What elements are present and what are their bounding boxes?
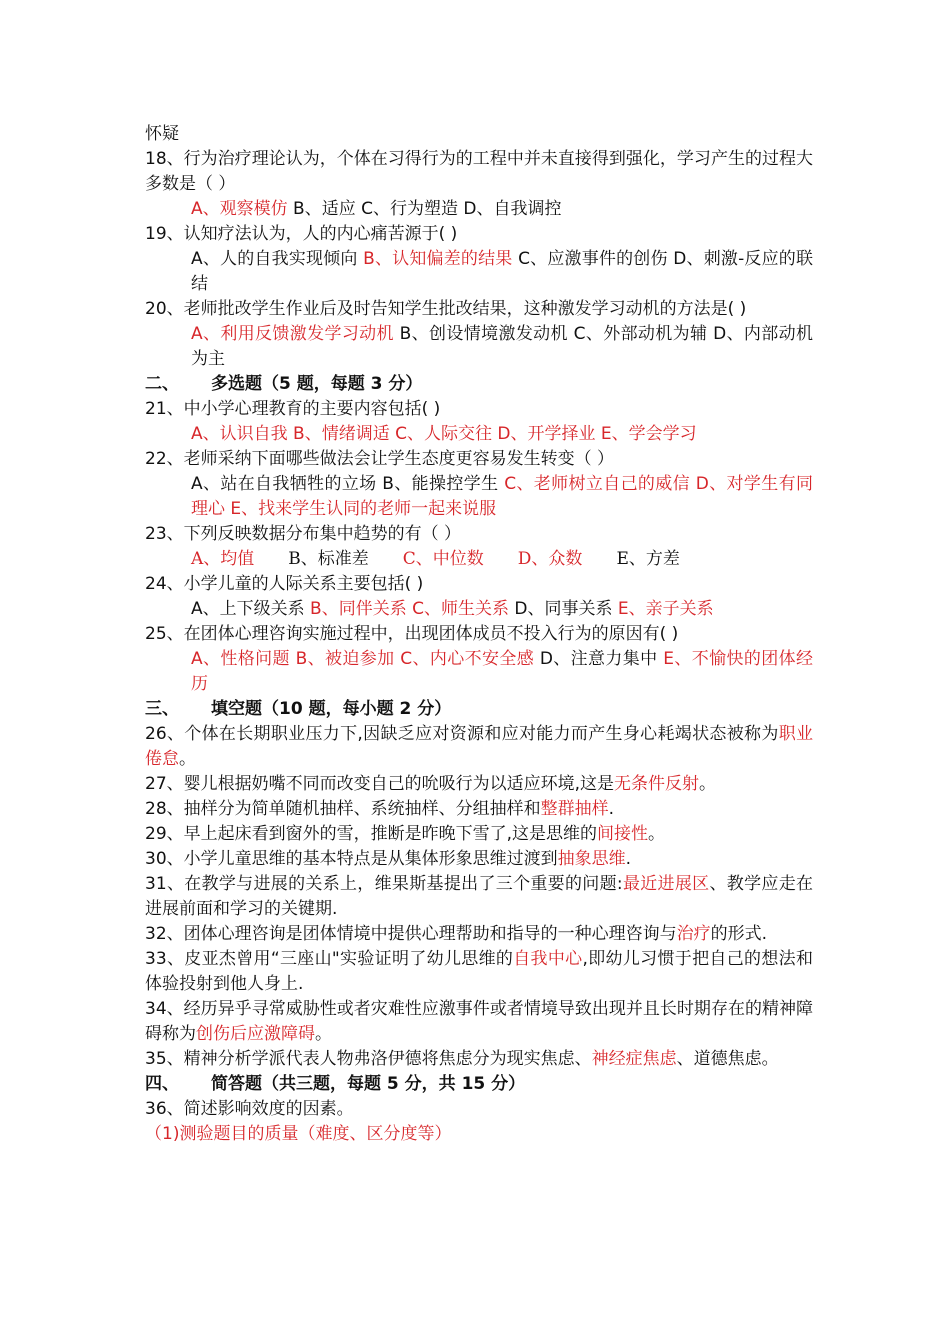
q33-text: 33、皮亚杰曾用“三座山"实验证明了幼儿思维的 (145, 949, 514, 969)
question-36-stem: 36、简述影响效度的因素。 (145, 1099, 354, 1119)
question-26 (145, 722, 813, 772)
q26-answer: 职业倦怠 (145, 724, 814, 769)
q30-text: 30、小学儿童思维的基本特点是从集体形象思维过渡到 (145, 849, 558, 869)
q23-answer-d: D、众数 (517, 549, 583, 569)
question-27 (145, 772, 813, 797)
q26-end: 。 (179, 749, 196, 769)
q27-end: 。 (699, 774, 717, 794)
q25-answer-e: E、不愉快的团体经历 (191, 649, 813, 694)
q27-answer: 无条件反射 (614, 774, 700, 794)
question-34 (145, 997, 813, 1047)
q29-text: 29、早上起床看到窗外的雪，推断是昨晚下雪了,这是思维的 (145, 824, 598, 844)
q18-answer-a: A、观察模仿 (191, 199, 288, 219)
question-19-options (145, 247, 813, 297)
q33-answer: 自我中心 (513, 949, 583, 969)
question-31 (145, 872, 813, 922)
question-35 (145, 1047, 813, 1072)
question-23-options (145, 547, 813, 572)
q34-text: 34、经历异乎寻常威胁性或者灾难性应激事件或者情境导致出现并且长时期存在的精神障碍称为 (145, 999, 813, 1044)
section-2-heading (145, 372, 813, 397)
q24-option-d: D、同事关系 (508, 599, 618, 619)
section-3-number: 三、 (145, 699, 179, 719)
document-page (145, 122, 813, 1147)
section-3-title: 填空题（10 题，每小题 2 分） (211, 699, 452, 719)
question-24-options (145, 597, 813, 622)
section-3-heading (145, 697, 813, 722)
q29-answer: 间接性 (597, 824, 649, 844)
q31-answer: 最近进展区 (622, 874, 710, 894)
q20-other-options: B、创设情境激发动机 C、外部动机为辅 D、内部动机为主 (191, 324, 813, 369)
q36-point-1: （1)测验题目的质量（难度、区分度等） (145, 1124, 452, 1144)
q35-end: 、道德焦虑。 (676, 1049, 779, 1069)
section-4-heading (145, 1072, 813, 1097)
question-19-stem: 19、认知疗法认为，人的内心痛苦源于( ) (145, 224, 458, 244)
q31-text: 31、在教学与进展的关系上，维果斯基提出了三个重要的问题: (145, 874, 623, 894)
q25-answers-abc: A、性格问题 B、被迫参加 C、内心不安全感 (191, 649, 535, 669)
q32-text: 32、团体心理咨询是团体情境中提供心理帮助和指导的一种心理咨询与 (145, 924, 677, 944)
q28-answer: 整群抽样 (540, 799, 609, 819)
q25-option-d: D、注意力集中 (534, 649, 664, 669)
question-33 (145, 947, 813, 997)
q18-other-options: B、适应 C、行为塑造 D、自我调控 (287, 199, 562, 219)
question-18-options (145, 197, 813, 222)
section-4-number: 四、 (145, 1074, 179, 1094)
question-25-stem: 25、在团体心理咨询实施过程中，出现团体成员不投入行为的原因有( ) (145, 624, 679, 644)
q23-option-e: E、方差 (616, 549, 680, 569)
question-28 (145, 797, 813, 822)
question-29 (145, 822, 813, 847)
q28-text: 28、抽样分为简单随机抽样、系统抽样、分组抽样和 (145, 799, 541, 819)
q24-answer-e: E、亲子关系 (617, 599, 714, 619)
question-18-stem: 18、行为治疗理论认为，个体在习得行为的工程中并未直接得到强化，学习产生的过程大多数是（ ） (145, 149, 813, 194)
q23-option-b: B、标准差 (288, 549, 369, 569)
q24-answers-bc: B、同伴关系 C、师生关系 (310, 599, 509, 619)
section-2-title: 多选题（5 题，每题 3 分） (211, 374, 423, 394)
question-23-stem: 23、下列反映数据分布集中趋势的有（ ） (145, 524, 462, 544)
q35-text: 35、精神分析学派代表人物弗洛伊德将焦虑分为现实焦虑、 (145, 1049, 592, 1069)
section-2-number: 二、 (145, 374, 179, 394)
q33-end: ,即幼儿习惯于把自己的想法和体验投射到他人身上. (145, 949, 813, 994)
question-20-options (145, 322, 813, 372)
q20-answer-a: A、利用反馈激发学习动机 (191, 324, 394, 344)
q27-text: 27、婴儿根据奶嘴不同而改变自己的吮吸行为以适应环境,这是 (145, 774, 615, 794)
q35-answer: 神经症焦虑 (591, 1049, 677, 1069)
q28-end: . (608, 799, 615, 819)
q23-answer-a: A、均值 (191, 549, 255, 569)
question-24-stem: 24、小学儿童的人际关系主要包括( ) (145, 574, 424, 594)
q21-answers: A、认识自我 B、情绪调适 C、人际交往 D、开学择业 E、学会学习 (191, 424, 697, 444)
question-32 (145, 922, 813, 947)
q22-other-options: A、站在自我牺牲的立场 B、能操控学生 (191, 474, 505, 494)
q32-end: 的形式. (710, 924, 768, 944)
q22-answers: C、老师树立自己的威信 D、对学生有同理心 E、找来学生认同的老师一起来说服 (191, 474, 813, 519)
q19-other-options: C、应激事件的创伤 D、刺激-反应的联结 (191, 249, 813, 294)
question-22-options (145, 472, 813, 522)
q24-option-a: A、上下级关系 (191, 599, 311, 619)
q30-answer: 抽象思维 (557, 849, 626, 869)
q29-end: 。 (648, 824, 666, 844)
q31-end: 、教学应走在进展前面和学习的关键期. (145, 874, 814, 919)
q30-end: . (625, 849, 632, 869)
question-20-stem: 20、老师批改学生作业后及时告知学生批改结果，这种激发学习动机的方法是( ) (145, 299, 747, 319)
q34-end: 。 (315, 1024, 332, 1044)
q19-option-a: A、人的自我实现倾向 (191, 249, 364, 269)
q23-answer-c: C、中位数 (402, 549, 484, 569)
q34-answer: 创伤后应激障碍 (196, 1024, 315, 1044)
question-30 (145, 847, 813, 872)
question-25-options (145, 647, 813, 697)
question-21-stem: 21、中小学心理教育的主要内容包括( ) (145, 399, 441, 419)
q17-tail: 怀疑 (145, 124, 179, 144)
section-4-title: 简答题（共三题，每题 5 分，共 15 分） (211, 1074, 526, 1094)
question-22-stem: 22、老师采纳下面哪些做法会让学生态度更容易发生转变（ ） (145, 449, 615, 469)
q26-text: 26、个体在长期职业压力下,因缺乏应对资源和应对能力而产生身心耗竭状态被称为 (145, 724, 779, 744)
q32-answer: 治疗 (676, 924, 711, 944)
q19-answer-b: B、认知偏差的结果 (363, 249, 513, 269)
